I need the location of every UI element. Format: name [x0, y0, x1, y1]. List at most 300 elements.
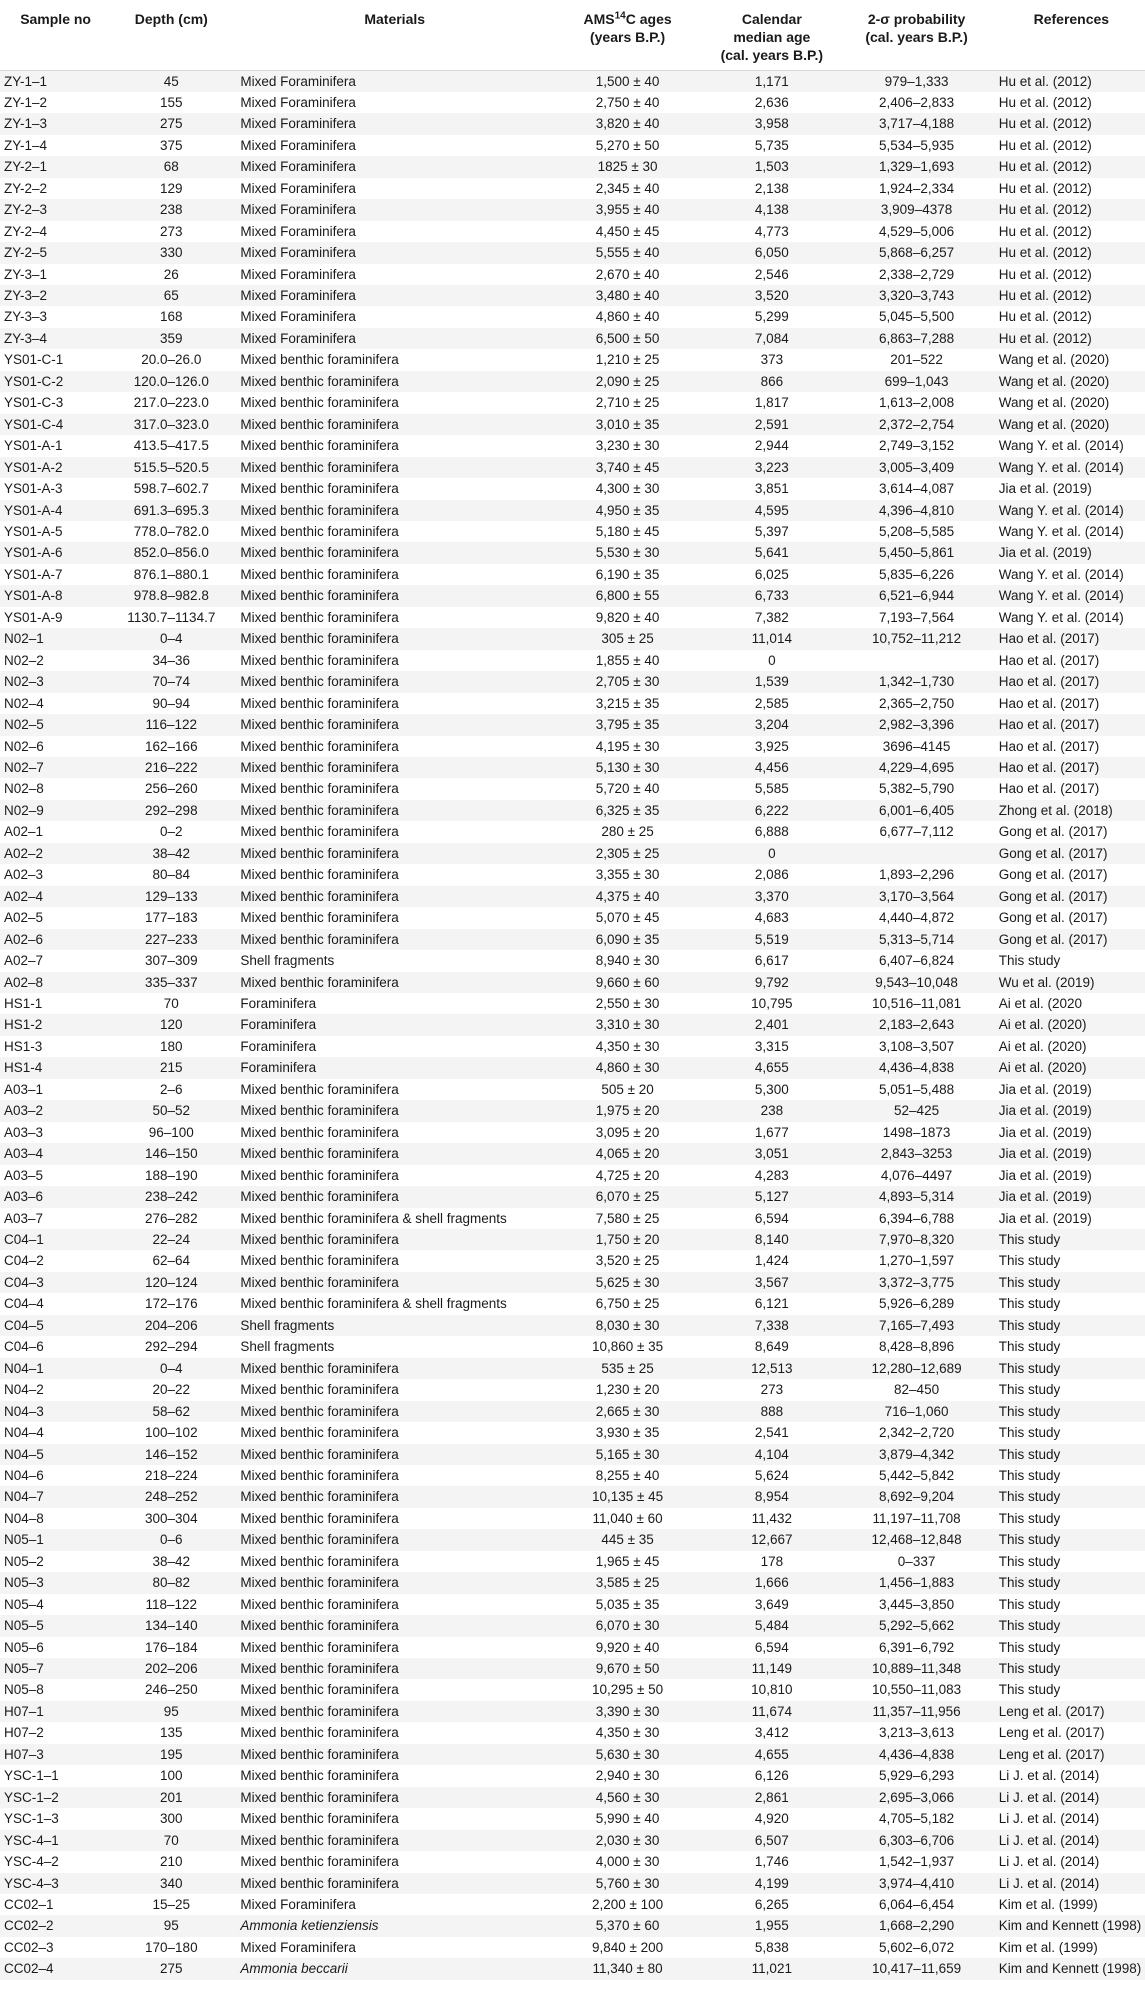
- cell-material: Mixed benthic foraminifera: [234, 1873, 550, 1894]
- cell-sample-no: A03–5: [4, 1167, 44, 1183]
- cell-calendar-age: 1,746: [754, 1854, 789, 1870]
- cell-sample-no: ZY-2–4: [4, 223, 48, 239]
- cell-calendar-age: 3,370: [705, 886, 838, 907]
- cell-reference: This study: [998, 953, 1061, 969]
- cell-probability: 5,442–5,842: [879, 1467, 955, 1483]
- cell-reference: Kim and Kennett (1998): [995, 1915, 1145, 1936]
- cell-material: Mixed Foraminifera: [240, 1939, 356, 1955]
- cell-sample-no: C04–2: [4, 1253, 44, 1269]
- cell-depth: 15–25: [152, 1897, 191, 1913]
- cell-probability: 5,926–6,289: [879, 1296, 955, 1312]
- cell-probability: 5,929–6,293: [879, 1768, 955, 1784]
- cell-probability: 52–425: [838, 1100, 994, 1121]
- cell-material: Mixed benthic foraminifera: [234, 457, 550, 478]
- cell-ams-age: 4,350 ± 30: [595, 1725, 660, 1741]
- cell-depth: 238–242: [108, 1186, 234, 1207]
- header-ams-units: (years B.P.): [589, 29, 666, 45]
- cell-material: Mixed Foraminifera: [240, 309, 356, 325]
- cell-reference: Hu et al. (2012): [998, 137, 1092, 153]
- cell-probability: 2,338–2,729: [879, 266, 955, 282]
- table-row: [0, 972, 1145, 993]
- cell-material: Mixed benthic foraminifera: [240, 1425, 399, 1441]
- cell-ams-age: 2,750 ± 40: [595, 94, 660, 110]
- cell-probability: 5,602–6,072: [879, 1939, 955, 1955]
- cell-material: Mixed benthic foraminifera: [240, 1596, 399, 1612]
- cell-probability: 1,893–2,296: [879, 867, 955, 883]
- cell-depth: 0–6: [108, 1529, 234, 1550]
- cell-probability: 3,213–3,613: [879, 1725, 955, 1741]
- cell-reference: Kim et al. (1999): [998, 1897, 1098, 1913]
- cell-calendar-age: 4,920: [754, 1811, 789, 1827]
- cell-material: Mixed benthic foraminifera: [234, 1658, 550, 1679]
- table-row: [0, 714, 1145, 735]
- cell-calendar-age: 1,677: [754, 1124, 789, 1140]
- cell-material: Ammonia ketienziensis: [234, 1915, 550, 1936]
- cell-reference: Hao et al. (2017): [995, 628, 1145, 649]
- cell-reference: Hao et al. (2017): [998, 781, 1100, 797]
- cell-sample-no: C04–1: [0, 1229, 108, 1250]
- cell-material: Mixed benthic foraminifera: [240, 1167, 399, 1183]
- cell-depth: 146–150: [108, 1143, 234, 1164]
- table-row: [0, 1250, 1145, 1271]
- cell-depth: 300–304: [145, 1510, 198, 1526]
- cell-probability: 4,436–4,838: [838, 1744, 994, 1765]
- cell-depth: 100: [160, 1768, 183, 1784]
- cell-depth: 246–250: [145, 1682, 198, 1698]
- cell-material: Mixed benthic foraminifera: [234, 800, 550, 821]
- table-row: [0, 671, 1145, 692]
- cell-sample-no: A03–4: [0, 1143, 108, 1164]
- cell-reference: Gong et al. (2017): [995, 886, 1145, 907]
- cell-depth: 20.0–26.0: [141, 352, 202, 368]
- table-row: [0, 1208, 1145, 1229]
- table-row: [0, 1122, 1145, 1143]
- cell-reference: Li J. et al. (2014): [998, 1768, 1100, 1784]
- header-prob-line1: 2-σ probability: [867, 11, 966, 27]
- table-row: [0, 242, 1145, 263]
- cell-material: Mixed benthic foraminifera: [240, 652, 399, 668]
- cell-reference: This study: [995, 1615, 1145, 1636]
- cell-probability: 1,924–2,334: [879, 180, 955, 196]
- cell-calendar-age: 4,283: [754, 1167, 789, 1183]
- table-row: [0, 1915, 1145, 1936]
- cell-calendar-age: 6,733: [705, 585, 838, 606]
- cell-material: Mixed Foraminifera: [234, 328, 550, 349]
- cell-material: Mixed benthic foraminifera: [234, 1701, 550, 1722]
- cell-probability: 3,320–3,743: [838, 285, 994, 306]
- cell-ams-age: 3,955 ± 40: [550, 199, 705, 220]
- cell-reference: Wang Y. et al. (2014): [998, 438, 1124, 454]
- cell-depth: 317.0–323.0: [108, 414, 234, 435]
- cell-sample-no: H07–3: [0, 1744, 108, 1765]
- cell-sample-no: ZY-3–4: [0, 328, 108, 349]
- cell-ams-age: 4,560 ± 30: [550, 1787, 705, 1808]
- cell-depth: 95: [108, 1915, 234, 1936]
- cell-probability: 3,445–3,850: [879, 1596, 955, 1612]
- cell-depth: 62–64: [152, 1253, 191, 1269]
- cell-reference: Gong et al. (2017): [998, 910, 1108, 926]
- cell-sample-no: CC02–1: [4, 1897, 54, 1913]
- cell-depth: 135: [160, 1725, 183, 1741]
- cell-sample-no: ZY-2–2: [4, 180, 48, 196]
- cell-depth: 217.0–223.0: [133, 395, 209, 411]
- cell-sample-no: YS01-A-2: [0, 457, 108, 478]
- cell-calendar-age: 888: [705, 1401, 838, 1422]
- cell-depth: 38–42: [152, 1553, 191, 1569]
- cell-probability: 1,342–1,730: [838, 671, 994, 692]
- cell-ams-age: 4,450 ± 45: [595, 223, 660, 239]
- table-row: [0, 864, 1145, 885]
- cell-probability: 2,695–3,066: [838, 1787, 994, 1808]
- cell-ams-age: 2,550 ± 30: [595, 995, 660, 1011]
- cell-ams-age: 9,670 ± 50: [550, 1658, 705, 1679]
- cell-sample-no: YS01-A-7: [4, 566, 63, 582]
- cell-ams-age: 3,585 ± 25: [550, 1572, 705, 1593]
- cell-depth: 300: [160, 1811, 183, 1827]
- header-ams-suffix: C ages: [625, 11, 672, 27]
- cell-calendar-age: 5,641: [705, 542, 838, 563]
- cell-sample-no: A03–7: [4, 1210, 44, 1226]
- cell-ams-age: 3,795 ± 35: [550, 714, 705, 735]
- table-row: [0, 585, 1145, 606]
- cell-ams-age: 1825 ± 30: [550, 156, 705, 177]
- cell-sample-no: HS1-2: [0, 1014, 108, 1035]
- cell-material: Mixed benthic foraminifera: [240, 352, 399, 368]
- cell-calendar-age: 1,955: [705, 1915, 838, 1936]
- cell-sample-no: ZY-2–1: [0, 156, 108, 177]
- cell-reference: Hu et al. (2012): [995, 328, 1145, 349]
- cell-material: Mixed benthic foraminifera: [234, 1529, 550, 1550]
- table-body: [0, 70, 1145, 1980]
- cell-sample-no: YS01-A-1: [4, 438, 63, 454]
- header-cal-line1: Calendar: [741, 11, 802, 27]
- table-row: [0, 1572, 1145, 1593]
- table-row: [0, 542, 1145, 563]
- cell-calendar-age: 6,594: [754, 1210, 789, 1226]
- cell-calendar-age: 2,086: [754, 867, 789, 883]
- cell-sample-no: N05–2: [4, 1553, 44, 1569]
- cell-reference: Wang Y. et al. (2014): [998, 566, 1124, 582]
- table-row: [0, 285, 1145, 306]
- cell-reference: Jia et al. (2019): [995, 1186, 1145, 1207]
- cell-ams-age: 5,180 ± 45: [595, 524, 660, 540]
- cell-reference: Hao et al. (2017): [998, 738, 1100, 754]
- cell-sample-no: A03–1: [4, 1081, 44, 1097]
- table-row: [0, 628, 1145, 649]
- cell-material: Mixed benthic foraminifera: [240, 1768, 399, 1784]
- header-depth: [108, 0, 234, 70]
- cell-sample-no: N02–3: [0, 671, 108, 692]
- cell-depth: 68: [108, 156, 234, 177]
- cell-depth: 359: [108, 328, 234, 349]
- table-row: [0, 1444, 1145, 1465]
- cell-sample-no: ZY-3–3: [4, 309, 48, 325]
- cell-reference: Ai et al. (2020): [998, 1038, 1087, 1054]
- cell-ams-age: 5,625 ± 30: [550, 1272, 705, 1293]
- cell-material: Mixed benthic foraminifera: [234, 1830, 550, 1851]
- cell-depth: 276–282: [145, 1210, 198, 1226]
- cell-ams-age: 2,670 ± 40: [595, 266, 660, 282]
- cell-material: Mixed benthic foraminifera: [240, 1253, 399, 1269]
- cell-material: Shell fragments: [240, 953, 335, 969]
- table-row: [0, 435, 1145, 456]
- cell-reference: This study: [995, 1572, 1145, 1593]
- cell-ams-age: 5,760 ± 30: [550, 1873, 705, 1894]
- cell-sample-no: ZY-1–3: [0, 113, 108, 134]
- cell-calendar-age: 6,507: [705, 1830, 838, 1851]
- cell-calendar-age: 10,810: [751, 1682, 793, 1698]
- cell-depth: 273: [160, 223, 183, 239]
- cell-depth: 691.3–695.3: [108, 500, 234, 521]
- table-row: [0, 1422, 1145, 1443]
- cell-probability: 1,456–1,883: [838, 1572, 994, 1593]
- table-row: [0, 1143, 1145, 1164]
- cell-sample-no: YS01-A-8: [0, 585, 108, 606]
- cell-calendar-age: 1,666: [705, 1572, 838, 1593]
- cell-material: Mixed benthic foraminifera: [240, 1553, 399, 1569]
- cell-ams-age: 3,095 ± 20: [595, 1124, 660, 1140]
- cell-sample-no: ZY-3–1: [4, 266, 48, 282]
- cell-calendar-age: 11,149: [705, 1658, 838, 1679]
- cell-probability: 10,516–11,081: [872, 995, 962, 1011]
- cell-reference: Hu et al. (2012): [995, 199, 1145, 220]
- cell-ams-age: 5,990 ± 40: [595, 1811, 660, 1827]
- cell-material: Mixed benthic foraminifera: [240, 824, 399, 840]
- cell-probability: 6,391–6,792: [879, 1639, 955, 1655]
- cell-ams-age: 10,135 ± 45: [550, 1486, 705, 1507]
- cell-sample-no: C04–6: [4, 1339, 44, 1355]
- cell-calendar-age: 6,050: [705, 242, 838, 263]
- table-row: [0, 993, 1145, 1014]
- cell-calendar-age: 8,954: [705, 1486, 838, 1507]
- cell-depth: 90–94: [152, 695, 191, 711]
- cell-depth: 218–224: [145, 1467, 198, 1483]
- cell-material: Mixed benthic foraminifera: [234, 843, 550, 864]
- cell-probability: 1,613–2,008: [879, 395, 955, 411]
- cell-calendar-age: 3,412: [754, 1725, 789, 1741]
- cell-depth: 22–24: [108, 1229, 234, 1250]
- cell-sample-no: N02–6: [4, 738, 44, 754]
- cell-reference: Li J. et al. (2014): [995, 1873, 1145, 1894]
- cell-probability: 9,543–10,048: [838, 972, 994, 993]
- cell-reference: Gong et al. (2017): [995, 929, 1145, 950]
- cell-material: Mixed benthic foraminifera: [240, 1081, 399, 1097]
- cell-probability: 1,270–1,597: [879, 1253, 955, 1269]
- cell-sample-no: YS01-A-3: [4, 481, 63, 497]
- cell-material: Mixed benthic foraminifera: [240, 1382, 399, 1398]
- table-row: [0, 1036, 1145, 1057]
- cell-depth: 155: [160, 94, 183, 110]
- table-row: [0, 1379, 1145, 1400]
- cell-depth: 598.7–602.7: [133, 481, 209, 497]
- table-row: [0, 349, 1145, 370]
- cell-depth: 375: [160, 137, 183, 153]
- cell-depth: 45: [108, 70, 234, 92]
- cell-reference: Jia et al. (2019): [998, 1210, 1092, 1226]
- cell-probability: 11,357–11,956: [838, 1701, 994, 1722]
- cell-depth: 216–222: [108, 757, 234, 778]
- cell-sample-no: N05–6: [4, 1639, 44, 1655]
- cell-depth: 168: [160, 309, 183, 325]
- table-row: [0, 1873, 1145, 1894]
- cell-material: Ammonia beccarii: [234, 1958, 550, 1979]
- cell-calendar-age: 178: [760, 1553, 784, 1569]
- table-row: [0, 1851, 1145, 1872]
- table-row: [0, 1594, 1145, 1615]
- cell-sample-no: YS01-A-9: [4, 609, 63, 625]
- cell-probability: 2,342–2,720: [879, 1425, 955, 1441]
- table-row: [0, 392, 1145, 413]
- cell-depth: 95: [108, 1701, 234, 1722]
- cell-depth: 2–6: [160, 1081, 183, 1097]
- cell-depth: 307–309: [145, 953, 198, 969]
- cell-probability: 699–1,043: [838, 371, 994, 392]
- table-header: [0, 0, 1145, 70]
- cell-reference: Hu et al. (2012): [995, 242, 1145, 263]
- table-row: [0, 736, 1145, 757]
- cell-ams-age: 6,500 ± 50: [550, 328, 705, 349]
- cell-sample-no: A02–8: [0, 972, 108, 993]
- cell-ams-age: 4,065 ± 20: [550, 1143, 705, 1164]
- cell-reference: Hao et al. (2017): [998, 695, 1100, 711]
- cell-reference: Jia et al. (2019): [995, 1100, 1145, 1121]
- cell-sample-no: YS01-A-5: [4, 524, 63, 540]
- cell-ams-age: 1,975 ± 20: [550, 1100, 705, 1121]
- cell-sample-no: YS01-A-4: [0, 500, 108, 521]
- cell-calendar-age: 1,817: [754, 395, 789, 411]
- table-row: [0, 371, 1145, 392]
- cell-reference: Wang et al. (2020): [995, 371, 1145, 392]
- cell-reference: Gong et al. (2017): [995, 843, 1145, 864]
- cell-material: Mixed benthic foraminifera: [234, 414, 550, 435]
- table-row: [0, 821, 1145, 842]
- cell-depth: 129: [160, 180, 183, 196]
- cell-sample-no: YSC-1–2: [0, 1787, 108, 1808]
- cell-reference: Hu et al. (2012): [998, 223, 1092, 239]
- cell-ams-age: 8,255 ± 40: [595, 1467, 660, 1483]
- cell-depth: 116–122: [108, 714, 234, 735]
- cell-probability: 716–1,060: [838, 1401, 994, 1422]
- cell-depth: 195: [108, 1744, 234, 1765]
- cell-probability: 4,440–4,872: [879, 910, 955, 926]
- cell-probability: 1,542–1,937: [879, 1854, 955, 1870]
- cell-material: Mixed Foraminifera: [234, 285, 550, 306]
- cell-depth: 65: [108, 285, 234, 306]
- table-row: [0, 1186, 1145, 1207]
- cell-probability: 4,076–4497: [880, 1167, 953, 1183]
- cell-reference: Wang Y. et al. (2014): [995, 500, 1145, 521]
- table-row: [0, 650, 1145, 671]
- cell-ams-age: 3,820 ± 40: [550, 113, 705, 134]
- cell-sample-no: A02–6: [0, 929, 108, 950]
- cell-probability: 5,051–5,488: [879, 1081, 955, 1097]
- cell-reference: This study: [998, 1467, 1061, 1483]
- cell-depth: 170–180: [145, 1939, 198, 1955]
- cell-depth: 202–206: [108, 1658, 234, 1679]
- cell-depth: 778.0–782.0: [133, 524, 209, 540]
- cell-probability: 6,521–6,944: [838, 585, 994, 606]
- cell-depth: 58–62: [108, 1401, 234, 1422]
- cell-probability: 1,668–2,290: [838, 1915, 994, 1936]
- cell-sample-no: A02–1: [4, 824, 44, 840]
- header-materials: [234, 0, 550, 70]
- table-row: [0, 886, 1145, 907]
- header-materials-text: Materials: [364, 11, 426, 27]
- cell-sample-no: N05–1: [0, 1529, 108, 1550]
- cell-depth: 292–294: [145, 1339, 198, 1355]
- cell-probability: 10,417–11,659: [838, 1958, 994, 1979]
- cell-ams-age: 2,940 ± 30: [595, 1768, 660, 1784]
- cell-ams-age: 3,520 ± 25: [595, 1253, 660, 1269]
- cell-depth: 34–36: [152, 652, 191, 668]
- cell-calendar-age: 3,315: [754, 1038, 789, 1054]
- cell-material: Mixed benthic foraminifera: [240, 695, 399, 711]
- cell-depth: 80–84: [152, 867, 191, 883]
- cell-probability: 10,752–11,212: [838, 628, 994, 649]
- cell-ams-age: 1,230 ± 20: [595, 1382, 660, 1398]
- cell-material: Mixed benthic foraminifera: [234, 1229, 550, 1250]
- cell-ams-age: 8,940 ± 30: [595, 953, 660, 969]
- cell-calendar-age: 6,617: [754, 953, 789, 969]
- cell-sample-no: ZY-1–1: [0, 70, 108, 92]
- table-row: [0, 1508, 1145, 1529]
- cell-calendar-age: 3,958: [705, 113, 838, 134]
- cell-calendar-age: 2,541: [754, 1425, 789, 1441]
- cell-material: Mixed benthic foraminifera: [240, 781, 399, 797]
- cell-calendar-age: 3,051: [705, 1143, 838, 1164]
- cell-depth: 852.0–856.0: [108, 542, 234, 563]
- cell-reference: This study: [995, 1486, 1145, 1507]
- cell-reference: Jia et al. (2019): [998, 481, 1092, 497]
- cell-depth: 1130.7–1134.7: [127, 609, 216, 625]
- cell-depth: 413.5–417.5: [133, 438, 209, 454]
- cell-sample-no: N04–8: [4, 1510, 44, 1526]
- cell-material: Mixed benthic foraminifera: [240, 566, 399, 582]
- cell-probability: 3,614–4,087: [879, 481, 955, 497]
- cell-material: Mixed benthic foraminifera: [234, 585, 550, 606]
- cell-probability: 2,372–2,754: [838, 414, 994, 435]
- cell-calendar-age: 2,861: [705, 1787, 838, 1808]
- cell-material: Mixed benthic foraminifera: [234, 757, 550, 778]
- cell-sample-no: A02–3: [4, 867, 44, 883]
- cell-sample-no: A02–4: [0, 886, 108, 907]
- table-row: [0, 757, 1145, 778]
- cell-probability: 5,450–5,861: [838, 542, 994, 563]
- cell-calendar-age: 4,655: [705, 1057, 838, 1078]
- cell-probability: 5,208–5,585: [879, 524, 955, 540]
- cell-ams-age: 3,740 ± 45: [550, 457, 705, 478]
- cell-reference: Ai et al. (2020: [998, 995, 1083, 1011]
- cell-probability: 0–337: [897, 1553, 936, 1569]
- cell-material: Foraminifera: [240, 1038, 317, 1054]
- cell-reference: This study: [995, 1529, 1145, 1550]
- cell-ams-age: 10,295 ± 50: [591, 1682, 664, 1698]
- cell-sample-no: ZY-1–4: [4, 137, 48, 153]
- table-row: [0, 1830, 1145, 1851]
- cell-sample-no: N02–9: [0, 800, 108, 821]
- cell-calendar-age: 4,456: [705, 757, 838, 778]
- cell-sample-no: N04–5: [0, 1444, 108, 1465]
- cell-depth: 118–122: [145, 1596, 198, 1612]
- table-row: [0, 414, 1145, 435]
- cell-ams-age: 305 ± 25: [550, 628, 705, 649]
- table-row: [0, 1808, 1145, 1829]
- cell-calendar-age: 10,795: [751, 995, 793, 1011]
- cell-sample-no: YS01-C-4: [0, 414, 108, 435]
- cell-sample-no: YS01-C-2: [0, 371, 108, 392]
- cell-sample-no: N02–2: [4, 652, 44, 668]
- cell-depth: 38–42: [108, 843, 234, 864]
